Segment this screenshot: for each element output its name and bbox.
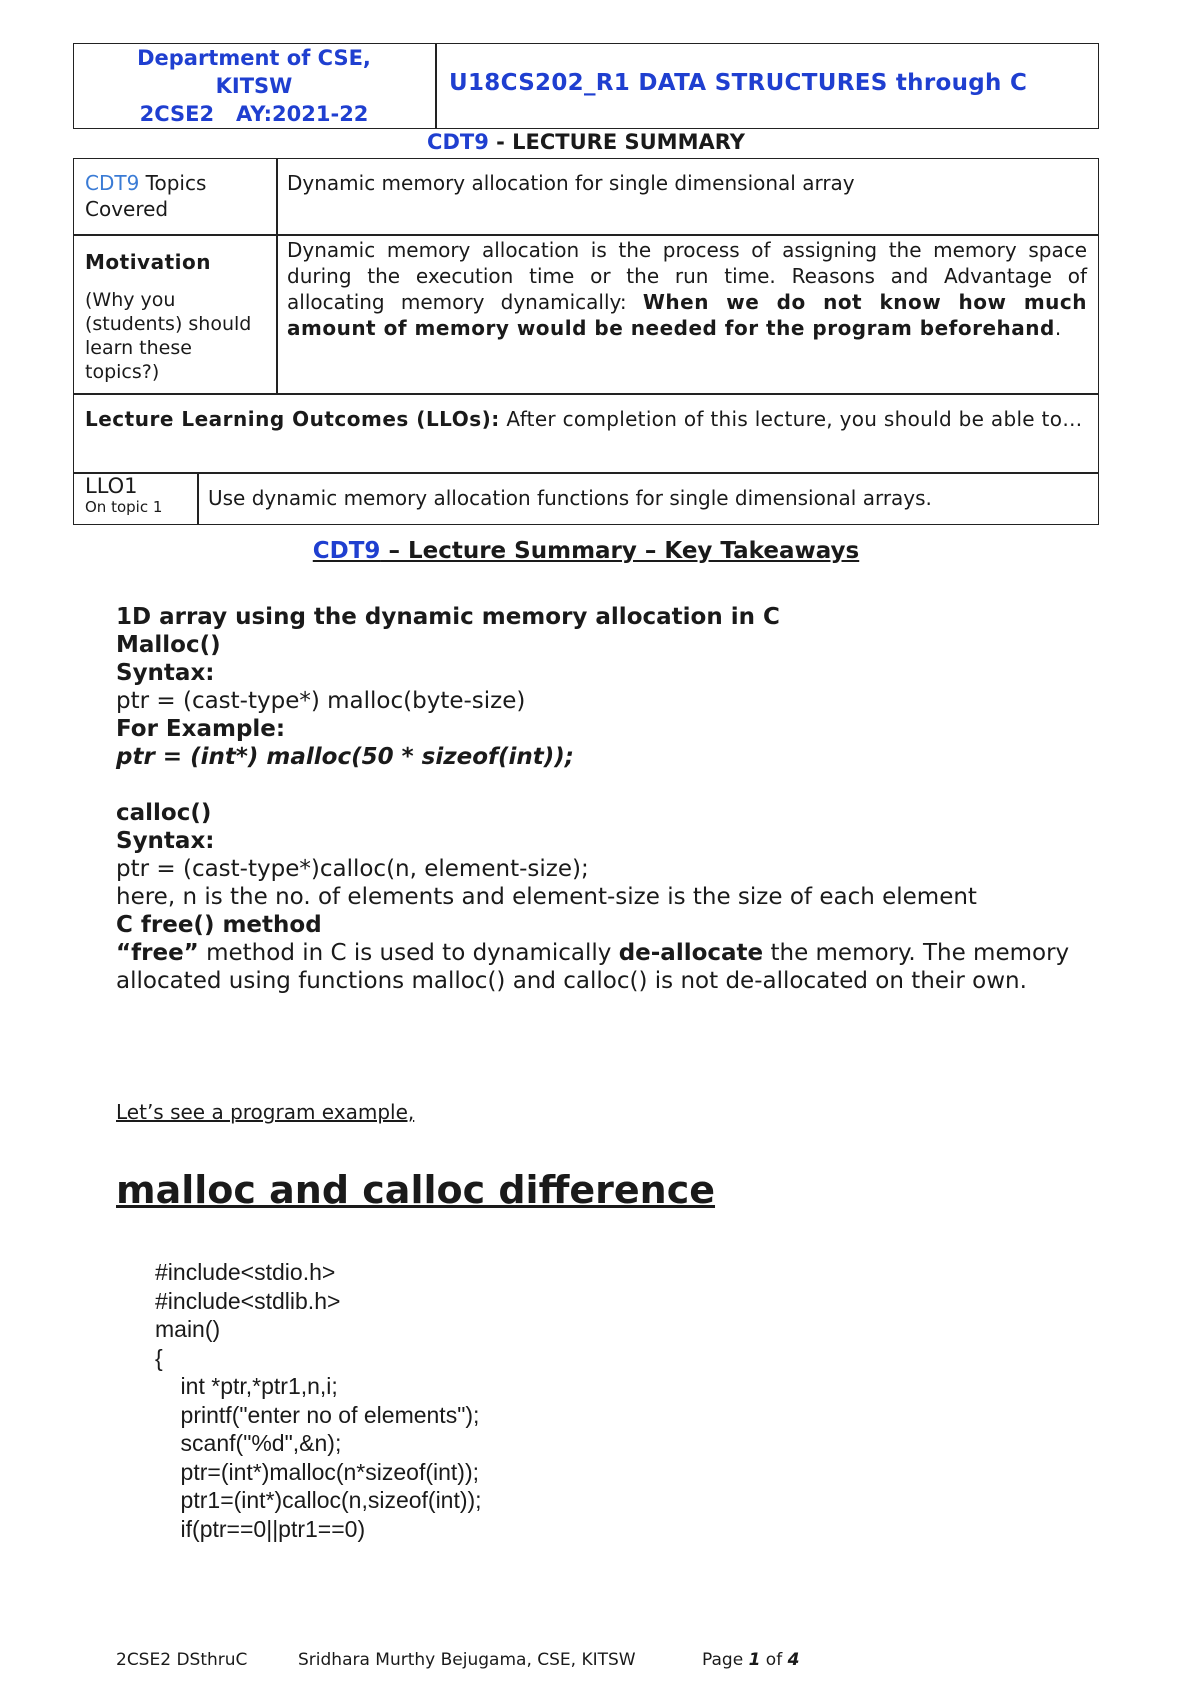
code-line: main() [155, 1316, 221, 1342]
section-title: malloc and calloc difference [116, 1168, 716, 1212]
free-description [116, 939, 1076, 995]
malloc-example: ptr = (int*) malloc(50 * sizeof(int)); [116, 744, 575, 770]
table-col-divider [197, 472, 199, 525]
motivation-label: Motivation [85, 250, 211, 274]
calloc-syntax: ptr = (cast-type*)calloc(n, element-size); [116, 856, 589, 882]
llo1-label: LLO1 [85, 474, 138, 498]
code-line: if(ptr==0||ptr1==0) [155, 1515, 366, 1542]
code-line: #include<stdio.h> [155, 1259, 336, 1285]
free-dealloc: de-allocate [618, 940, 764, 966]
motivation-end: . [1054, 316, 1062, 340]
code-line: scanf("%d",&n); [155, 1430, 342, 1456]
lecture-code: CDT9 [427, 130, 489, 154]
free-text-1: method in C is used to dynamically [198, 940, 619, 966]
topics-label [85, 170, 265, 222]
motivation-text [287, 237, 1087, 341]
motivation-bold: When we do not know how much amount of memory would be needed for the program beforehand [287, 290, 1088, 340]
department-block [73, 44, 435, 128]
for-example-label: For Example: [116, 716, 286, 742]
spacer [116, 771, 1076, 799]
table-col-divider [276, 158, 278, 394]
code-line: int *ptr,*ptr1,n,i; [155, 1373, 338, 1399]
department-line-1: Department of CSE, [137, 46, 371, 70]
llo1-text: Use dynamic memory allocation functions for single dimensional arrays. [208, 486, 932, 510]
takeaways-title-rest: – Lecture Summary – Key Takeaways [380, 538, 860, 564]
calloc-syntax-label: Syntax: [116, 828, 215, 854]
table-rule [73, 234, 1099, 236]
topics-code: CDT9 [85, 171, 140, 195]
malloc-syntax-label: Syntax: [116, 660, 215, 686]
takeaways-code: CDT9 [312, 538, 381, 564]
course-title: U18CS202_R1 DATA STRUCTURES through C [449, 70, 1028, 96]
llo1-sub: On topic 1 [85, 498, 163, 516]
page-number: 1 [748, 1650, 761, 1670]
code-line: printf("enter no of elements"); [155, 1401, 480, 1428]
lecture-summary-title [73, 130, 1099, 154]
page-total: 4 [787, 1650, 800, 1670]
footer-author: Sridhara Murthy Bejugama, CSE, KITSW [298, 1650, 636, 1670]
topics-value: Dynamic memory allocation for single dimensional array [287, 171, 855, 195]
table-rule [73, 393, 1099, 395]
footer-page [702, 1650, 799, 1670]
topics-label-rest: Topics Covered [85, 171, 207, 221]
free-title: C free() method [116, 912, 322, 938]
llo-heading [85, 406, 1087, 432]
motivation-plain: Dynamic memory allocation is the process of assigning the memory space during the execution time or the run time. Reasons and Advantage of allocating memory dynamically: [287, 238, 1087, 314]
page-label: Page [702, 1650, 749, 1670]
calloc-note: here, n is the no. of elements and element-size is the size of each element [116, 884, 977, 910]
header-divider [435, 43, 437, 129]
key-takeaways-title [73, 538, 1099, 564]
code-line: #include<stdlib.h> [155, 1287, 341, 1314]
llo-heading-rest: After completion of this lecture, you should be able to… [499, 407, 1083, 431]
code-line: ptr1=(int*)calloc(n,sizeof(int)); [155, 1487, 482, 1513]
table-rule [73, 472, 1099, 474]
free-quoted: “free” [116, 940, 199, 966]
department-line-3: 2CSE2 AY:2021-22 [139, 102, 369, 126]
calloc-title: calloc() [116, 800, 212, 826]
llo-heading-bold: Lecture Learning Outcomes (LLOs): [85, 407, 500, 431]
malloc-syntax: ptr = (cast-type*) malloc(byte-size) [116, 688, 526, 714]
code-line: { [155, 1344, 163, 1371]
motivation-sub: (Why you (students) should learn these topics?) [85, 289, 252, 383]
department-line-2: KITSW [215, 74, 293, 98]
malloc-title: Malloc() [116, 632, 221, 658]
content-section [116, 603, 1076, 995]
program-example-link[interactable]: Let’s see a program example, [116, 1100, 415, 1124]
footer-course: 2CSE2 DSthruC [116, 1650, 248, 1670]
lecture-title-rest: - LECTURE SUMMARY [488, 130, 745, 154]
code-line: ptr=(int*)malloc(n*sizeof(int)); [155, 1458, 479, 1485]
code-block [155, 1258, 482, 1543]
page-of: of [760, 1650, 788, 1670]
free-text-2: the memory. The memory allocated using functions malloc() and calloc() is not de-allocated on their own. [116, 940, 1070, 994]
heading-1d-array: 1D array using the dynamic memory allocation in C [116, 604, 780, 630]
